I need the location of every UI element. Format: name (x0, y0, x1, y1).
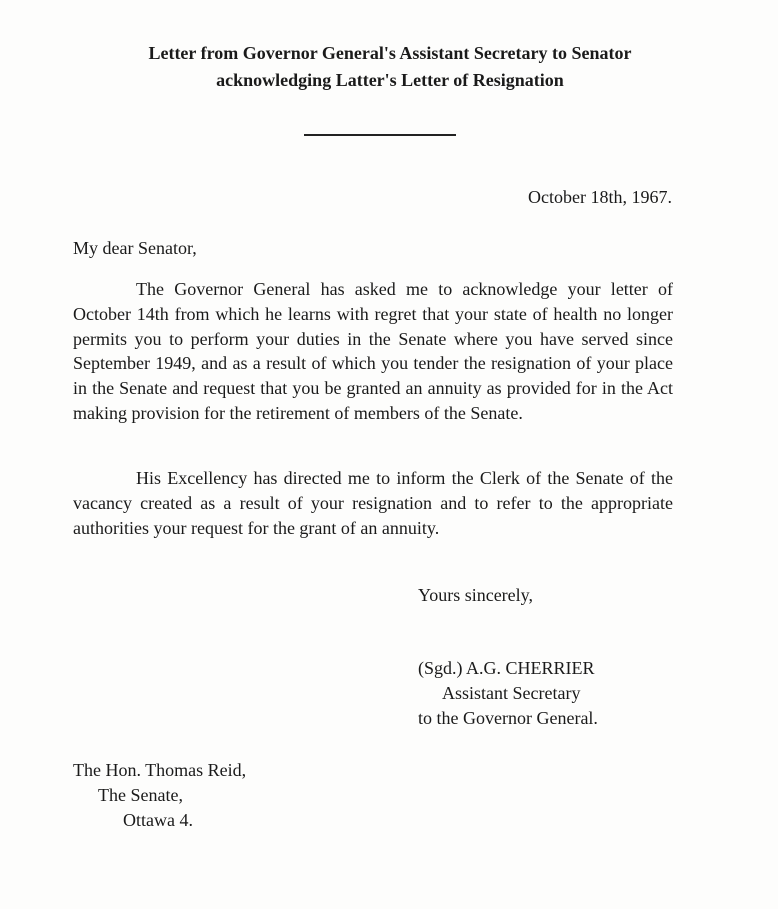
title-line-2: acknowledging Latter's Letter of Resignation (216, 70, 564, 90)
signature-title: Assistant Secretary (442, 683, 581, 703)
recipient-institution: The Senate, (98, 785, 183, 805)
body-paragraph-1: The Governor General has asked me to acknowledge your letter of October 14th from which he learns with regret that your state of health no longer permits you to perform your duties in the Senate where you have served since September 1949, and as a result of which you tender the resignation of your place in the Senate and request that you be granted an annuity as provided for in the Act making provision for the retirement of members of the Senate. (73, 279, 673, 423)
letter-date: October 18th, 1967. (528, 187, 672, 207)
salutation: My dear Senator, (73, 238, 197, 258)
title-divider (304, 134, 456, 136)
recipient-address (73, 758, 246, 833)
signature-office: to the Governor General. (418, 708, 598, 728)
recipient-name: The Hon. Thomas Reid, (73, 760, 247, 780)
body-paragraph-2: His Excellency has directed me to inform the Clerk of the Senate of the vacancy created as a result of your resignation and to refer to the appropriate authorities your request for the grant of an annuity. (73, 468, 673, 538)
title-line-1: Letter from Governor General's Assistant Secretary to Senator (148, 43, 632, 63)
recipient-city: Ottawa 4. (123, 810, 193, 830)
signature-block (418, 656, 598, 731)
closing: Yours sincerely, (418, 585, 533, 605)
letter-title (60, 40, 720, 94)
signature-name: (Sgd.) A.G. CHERRIER (418, 658, 595, 678)
